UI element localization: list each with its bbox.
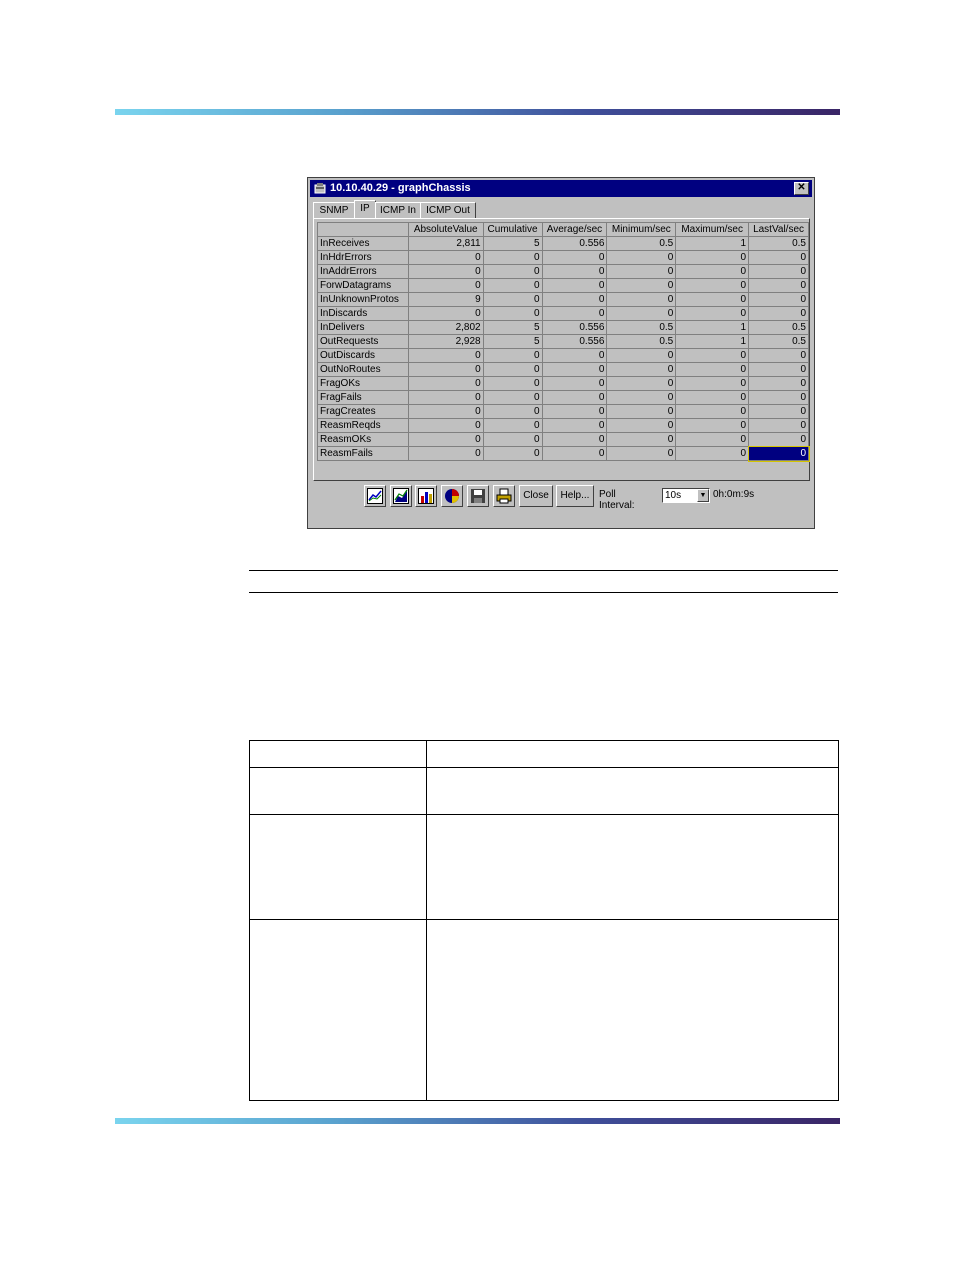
- table-cell: [249, 767, 427, 815]
- cell-absolute[interactable]: 0: [408, 405, 483, 419]
- cell-minimum[interactable]: 0: [607, 265, 676, 279]
- ip-statistics-table: [317, 222, 809, 461]
- row-label[interactable]: OutNoRoutes: [318, 363, 409, 377]
- cell-absolute[interactable]: 0: [408, 307, 483, 321]
- save-icon: [470, 488, 486, 504]
- table-row[interactable]: [318, 321, 809, 335]
- cell-average[interactable]: 0: [542, 307, 607, 321]
- line-chart-button[interactable]: [364, 485, 386, 507]
- column-header-name[interactable]: [318, 223, 409, 237]
- cell-absolute[interactable]: 2,928: [408, 335, 483, 349]
- cell-maximum[interactable]: 0: [676, 293, 749, 307]
- table-cell: [249, 814, 427, 920]
- cell-maximum[interactable]: 0: [676, 377, 749, 391]
- table-cell: [426, 767, 839, 815]
- divider-bottom: [249, 592, 838, 593]
- window-title: 10.10.40.29 - graphChassis: [330, 182, 471, 194]
- close-button[interactable]: Close: [519, 485, 553, 507]
- pie-chart-button[interactable]: [441, 485, 463, 507]
- cell-average[interactable]: 0: [542, 293, 607, 307]
- cell-average[interactable]: 0.556: [542, 237, 607, 251]
- cell-lastval[interactable]: 0: [749, 363, 809, 377]
- pie-chart-icon: [444, 488, 460, 504]
- cell-minimum[interactable]: 0: [607, 363, 676, 377]
- table-cell: [249, 919, 427, 1101]
- column-header-cumulative[interactable]: Cumulative: [483, 223, 542, 237]
- row-label[interactable]: OutRequests: [318, 335, 409, 349]
- poll-interval-value: 10s: [665, 490, 682, 501]
- cell-minimum[interactable]: 0: [607, 377, 676, 391]
- cell-maximum[interactable]: 1: [676, 321, 749, 335]
- cell-minimum[interactable]: 0: [607, 419, 676, 433]
- row-label[interactable]: InAddrErrors: [318, 265, 409, 279]
- table-row[interactable]: [318, 349, 809, 363]
- cell-average[interactable]: 0: [542, 349, 607, 363]
- cell-maximum[interactable]: 0: [676, 307, 749, 321]
- row-label[interactable]: InReceives: [318, 237, 409, 251]
- cell-average[interactable]: 0: [542, 433, 607, 447]
- cell-average[interactable]: 0: [542, 419, 607, 433]
- table-row[interactable]: [318, 447, 809, 461]
- statistics-panel: [313, 218, 810, 481]
- cell-lastval[interactable]: 0: [749, 377, 809, 391]
- cell-absolute[interactable]: 0: [408, 433, 483, 447]
- footer-gradient-bar: [115, 1118, 840, 1124]
- tab-icmp-out[interactable]: ICMP Out: [420, 202, 476, 219]
- tab-icmp-in[interactable]: ICMP In: [375, 202, 421, 219]
- cell-minimum[interactable]: 0.5: [607, 335, 676, 349]
- cell-absolute[interactable]: 2,802: [408, 321, 483, 335]
- title-bar[interactable]: [310, 180, 812, 197]
- cell-cumulative[interactable]: 0: [483, 447, 542, 461]
- area-chart-icon: [393, 488, 409, 504]
- cell-lastval[interactable]: 0: [749, 251, 809, 265]
- cell-lastval[interactable]: 0: [749, 349, 809, 363]
- cell-lastval[interactable]: 0: [749, 307, 809, 321]
- cell-maximum[interactable]: 0: [676, 363, 749, 377]
- elapsed-time: 0h:0m:9s: [713, 489, 755, 500]
- close-window-button[interactable]: [794, 182, 809, 195]
- cell-maximum[interactable]: 0: [676, 265, 749, 279]
- cell-lastval[interactable]: 0: [749, 447, 809, 461]
- column-header-lastval[interactable]: LastVal/sec: [749, 223, 809, 237]
- column-header-absolute-value[interactable]: AbsoluteValue: [408, 223, 483, 237]
- table-header-row: [318, 223, 809, 237]
- cell-minimum[interactable]: 0: [607, 349, 676, 363]
- table-row[interactable]: [318, 279, 809, 293]
- column-header-average[interactable]: Average/sec: [542, 223, 607, 237]
- table-cell: [426, 814, 839, 920]
- cell-average[interactable]: 0.556: [542, 321, 607, 335]
- cell-minimum[interactable]: 0: [607, 251, 676, 265]
- table-cell: [426, 919, 839, 1101]
- cell-absolute[interactable]: 0: [408, 349, 483, 363]
- cell-cumulative[interactable]: 0: [483, 265, 542, 279]
- cell-absolute[interactable]: 0: [408, 279, 483, 293]
- row-label[interactable]: ForwDatagrams: [318, 279, 409, 293]
- cell-average[interactable]: 0: [542, 447, 607, 461]
- app-window-icon: [314, 182, 326, 194]
- cell-minimum[interactable]: 0: [607, 307, 676, 321]
- cell-cumulative[interactable]: 0: [483, 349, 542, 363]
- table-row[interactable]: [318, 335, 809, 349]
- cell-average[interactable]: 0: [542, 363, 607, 377]
- cell-cumulative[interactable]: 0: [483, 363, 542, 377]
- table-row[interactable]: [318, 405, 809, 419]
- chevron-down-icon[interactable]: ▼: [697, 489, 709, 502]
- cell-maximum[interactable]: 0: [676, 405, 749, 419]
- row-label[interactable]: ReasmReqds: [318, 419, 409, 433]
- divider-top: [249, 570, 838, 571]
- cell-cumulative[interactable]: 5: [483, 321, 542, 335]
- close-icon: ✕: [797, 182, 806, 193]
- column-header-maximum[interactable]: Maximum/sec: [676, 223, 749, 237]
- row-label[interactable]: InDelivers: [318, 321, 409, 335]
- table-row[interactable]: [318, 293, 809, 307]
- cell-average[interactable]: 0: [542, 265, 607, 279]
- cell-lastval[interactable]: 0: [749, 293, 809, 307]
- table-row[interactable]: [318, 363, 809, 377]
- cell-average[interactable]: 0: [542, 251, 607, 265]
- tab-snmp[interactable]: SNMP: [313, 202, 355, 219]
- cell-cumulative[interactable]: 0: [483, 433, 542, 447]
- help-button[interactable]: Help...: [556, 485, 594, 507]
- column-header-minimum[interactable]: Minimum/sec: [607, 223, 676, 237]
- table-row[interactable]: [318, 307, 809, 321]
- row-label[interactable]: FragFails: [318, 391, 409, 405]
- cell-minimum[interactable]: 0.5: [607, 237, 676, 251]
- tab-ip[interactable]: IP: [354, 200, 376, 219]
- cell-absolute[interactable]: 0: [408, 447, 483, 461]
- table-row[interactable]: [318, 377, 809, 391]
- cell-maximum[interactable]: 0: [676, 391, 749, 405]
- cell-absolute[interactable]: 0: [408, 377, 483, 391]
- table-cell: [426, 740, 839, 768]
- cell-absolute[interactable]: 0: [408, 251, 483, 265]
- graph-chassis-dialog: [307, 177, 815, 529]
- table-row[interactable]: [318, 237, 809, 251]
- cell-lastval[interactable]: 0: [749, 391, 809, 405]
- cell-maximum[interactable]: 0: [676, 433, 749, 447]
- cell-cumulative[interactable]: 0: [483, 391, 542, 405]
- cell-maximum[interactable]: 0: [676, 349, 749, 363]
- cell-cumulative[interactable]: 0: [483, 307, 542, 321]
- cell-minimum[interactable]: 0: [607, 391, 676, 405]
- print-button[interactable]: [493, 485, 515, 507]
- cell-cumulative[interactable]: 0: [483, 293, 542, 307]
- cell-absolute[interactable]: 9: [408, 293, 483, 307]
- cell-lastval[interactable]: 0: [749, 405, 809, 419]
- row-label[interactable]: FragCreates: [318, 405, 409, 419]
- cell-cumulative[interactable]: 0: [483, 405, 542, 419]
- save-button[interactable]: [467, 485, 489, 507]
- bar-chart-icon: [418, 488, 434, 504]
- table-row[interactable]: [318, 433, 809, 447]
- table-row[interactable]: [318, 391, 809, 405]
- cell-maximum[interactable]: 0: [676, 251, 749, 265]
- cell-lastval[interactable]: 0.5: [749, 237, 809, 251]
- row-label[interactable]: ReasmOKs: [318, 433, 409, 447]
- cell-maximum[interactable]: 1: [676, 237, 749, 251]
- cell-average[interactable]: 0.556: [542, 335, 607, 349]
- cell-average[interactable]: 0: [542, 405, 607, 419]
- header-gradient-bar: [115, 109, 840, 115]
- cell-minimum[interactable]: 0: [607, 447, 676, 461]
- cell-minimum[interactable]: 0: [607, 405, 676, 419]
- cell-minimum[interactable]: 0.5: [607, 321, 676, 335]
- row-label[interactable]: ReasmFails: [318, 447, 409, 461]
- cell-absolute[interactable]: 0: [408, 419, 483, 433]
- table-row[interactable]: [318, 251, 809, 265]
- cell-minimum[interactable]: 0: [607, 433, 676, 447]
- cell-absolute[interactable]: 0: [408, 391, 483, 405]
- cell-absolute[interactable]: 2,811: [408, 237, 483, 251]
- cell-average[interactable]: 0: [542, 391, 607, 405]
- cell-lastval[interactable]: 0: [749, 279, 809, 293]
- cell-minimum[interactable]: 0: [607, 279, 676, 293]
- cell-cumulative[interactable]: 0: [483, 251, 542, 265]
- table-row[interactable]: [318, 419, 809, 433]
- cell-cumulative[interactable]: 0: [483, 377, 542, 391]
- cell-cumulative[interactable]: 0: [483, 279, 542, 293]
- table-cell: [249, 740, 427, 768]
- cell-lastval[interactable]: 0: [749, 265, 809, 279]
- row-label[interactable]: OutDiscards: [318, 349, 409, 363]
- cell-minimum[interactable]: 0: [607, 293, 676, 307]
- cell-lastval[interactable]: 0.5: [749, 335, 809, 349]
- area-chart-button[interactable]: [390, 485, 412, 507]
- cell-average[interactable]: 0: [542, 377, 607, 391]
- cell-lastval[interactable]: 0: [749, 433, 809, 447]
- row-label[interactable]: InUnknownProtos: [318, 293, 409, 307]
- cell-maximum[interactable]: 1: [676, 335, 749, 349]
- row-label[interactable]: InHdrErrors: [318, 251, 409, 265]
- cell-maximum[interactable]: 0: [676, 447, 749, 461]
- cell-absolute[interactable]: 0: [408, 363, 483, 377]
- cell-absolute[interactable]: 0: [408, 265, 483, 279]
- poll-interval-label: Poll Interval:: [599, 489, 635, 511]
- poll-interval-select[interactable]: [662, 488, 710, 503]
- cell-average[interactable]: 0: [542, 279, 607, 293]
- row-label[interactable]: InDiscards: [318, 307, 409, 321]
- cell-lastval[interactable]: 0.5: [749, 321, 809, 335]
- cell-cumulative[interactable]: 5: [483, 237, 542, 251]
- cell-cumulative[interactable]: 0: [483, 419, 542, 433]
- bar-chart-button[interactable]: [415, 485, 437, 507]
- cell-cumulative[interactable]: 5: [483, 335, 542, 349]
- line-chart-icon: [367, 488, 383, 504]
- cell-maximum[interactable]: 0: [676, 279, 749, 293]
- document-table: [249, 740, 839, 1101]
- row-label[interactable]: FragOKs: [318, 377, 409, 391]
- table-row[interactable]: [318, 265, 809, 279]
- cell-lastval[interactable]: 0: [749, 419, 809, 433]
- print-icon: [496, 488, 512, 504]
- cell-maximum[interactable]: 0: [676, 419, 749, 433]
